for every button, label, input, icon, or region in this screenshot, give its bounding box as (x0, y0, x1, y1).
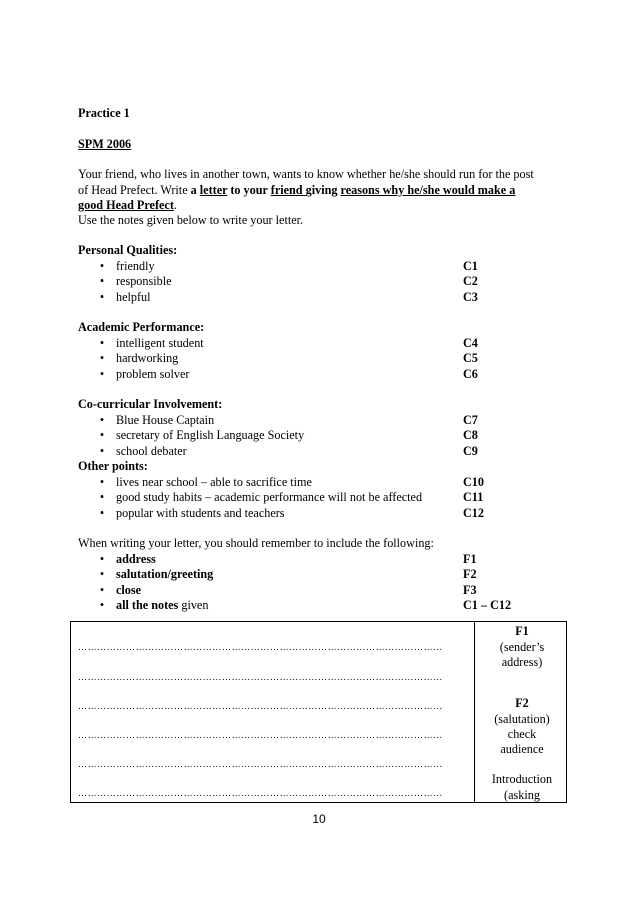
section-title-other: Other points: (78, 459, 148, 473)
question-text: of Head Prefect. Write (78, 183, 191, 197)
item-suffix: given (178, 598, 209, 612)
bullet-icon: • (99, 598, 105, 612)
bullet-icon: • (99, 367, 105, 381)
bullet-icon: • (99, 506, 105, 520)
list-item (0, 506, 638, 522)
dotted-line: …………………………………………………………………………………………………… (78, 642, 443, 652)
bullet-icon: • (99, 583, 105, 597)
item-text: helpful (116, 290, 151, 304)
item-text: secretary of English Language Society (116, 428, 305, 442)
item-text: popular with students and teachers (116, 506, 285, 520)
item-code: C5 (463, 351, 478, 365)
item-code: F2 (463, 567, 477, 581)
section-title-personal: Personal Qualities: (78, 243, 178, 257)
question-period: . (173, 198, 177, 212)
item-code: C10 (463, 475, 484, 489)
bullet-icon: • (99, 259, 105, 273)
side-note-f2-line1: (salutation) (494, 712, 550, 726)
item-code: C9 (463, 444, 478, 458)
item-text: friendly (116, 259, 155, 273)
bullet-icon: • (99, 290, 105, 304)
list-item (0, 290, 638, 306)
side-note-f2: F2 (515, 696, 529, 710)
item-code: C11 (463, 490, 484, 504)
side-note-intro-line2: (asking (504, 788, 540, 802)
question-reasons-cont: good Head Prefect (78, 198, 174, 212)
item-text: Blue House Captain (116, 413, 215, 427)
item-code: C4 (463, 336, 478, 350)
bullet-icon: • (99, 475, 105, 489)
question-line-3 (78, 198, 177, 214)
list-item (0, 490, 638, 506)
question-friend: friend (270, 183, 306, 197)
item-code: C3 (463, 290, 478, 304)
list-item (0, 475, 638, 491)
dotted-line: …………………………………………………………………………………………………… (78, 730, 443, 740)
list-item (0, 351, 638, 367)
item-text: lives near school – able to sacrifice time (116, 475, 312, 489)
bullet-icon: • (99, 567, 105, 581)
item-code: C6 (463, 367, 478, 381)
bullet-icon: • (99, 552, 105, 566)
item-code: C12 (463, 506, 484, 520)
question-line-1: Your friend, who lives in another town, wants to know whether he/she should run for the post (78, 167, 534, 181)
item-code: C1 – C12 (463, 598, 512, 612)
dotted-line: …………………………………………………………………………………………………… (78, 788, 443, 798)
exam-label: SPM 2006 (78, 137, 132, 151)
list-item (0, 552, 638, 568)
list-item (0, 274, 638, 290)
instruction-line: Use the notes given below to write your letter. (78, 213, 304, 227)
item-text: responsible (116, 274, 172, 288)
side-note-f2-line3: audience (500, 742, 544, 756)
side-note-intro-line1: Introduction (491, 772, 553, 786)
bullet-icon: • (99, 274, 105, 288)
item-text: intelligent student (116, 336, 204, 350)
bullet-icon: • (99, 336, 105, 350)
bullet-icon: • (99, 490, 105, 504)
item-bold: all the notes (116, 598, 179, 612)
list-item (0, 567, 638, 583)
practice-heading: Practice 1 (78, 106, 130, 120)
side-note-f1-line2: address) (501, 655, 543, 669)
bullet-icon: • (99, 428, 105, 442)
list-item (0, 367, 638, 383)
remember-intro: When writing your letter, you should remember to include the following: (78, 536, 434, 550)
item-text: school debater (116, 444, 187, 458)
list-item (0, 336, 638, 352)
item-code: F3 (463, 583, 477, 597)
question-to-your: to your (227, 183, 271, 197)
item-text: close (116, 583, 142, 597)
item-code: C8 (463, 428, 478, 442)
item-text: hardworking (116, 351, 179, 365)
question-letter: letter (199, 183, 228, 197)
section-title-cocurricular: Co-curricular Involvement: (78, 397, 223, 411)
item-text: good study habits – academic performance will not be affected (116, 490, 423, 504)
item-code: C1 (463, 259, 478, 273)
column-divider (474, 621, 475, 803)
side-note-f2-line2: check (507, 727, 537, 741)
item-text (116, 598, 208, 614)
list-item (0, 583, 638, 599)
item-text: problem solver (116, 367, 190, 381)
item-text: address (116, 552, 156, 566)
item-text: salutation/greeting (116, 567, 214, 581)
dotted-line: …………………………………………………………………………………………………… (78, 672, 443, 682)
question-bold-a: a (190, 183, 200, 197)
side-note-f1-line1: (sender’s (499, 640, 545, 654)
dotted-line: …………………………………………………………………………………………………… (78, 759, 443, 769)
item-code: C7 (463, 413, 478, 427)
bullet-icon: • (99, 351, 105, 365)
bullet-icon: • (99, 413, 105, 427)
section-title-academic: Academic Performance: (78, 320, 205, 334)
question-reasons: reasons why he/she would make a (340, 183, 516, 197)
page-number: 10 (312, 812, 326, 826)
item-code: C2 (463, 274, 478, 288)
bullet-icon: • (99, 444, 105, 458)
item-code: F1 (463, 552, 477, 566)
list-item (0, 598, 638, 614)
question-line-2 (78, 183, 515, 199)
list-item (0, 413, 638, 429)
question-giving: giving (305, 183, 341, 197)
dotted-line: …………………………………………………………………………………………………… (78, 701, 443, 711)
list-item (0, 444, 638, 460)
side-note-f1: F1 (515, 624, 529, 638)
list-item (0, 259, 638, 275)
list-item (0, 428, 638, 444)
